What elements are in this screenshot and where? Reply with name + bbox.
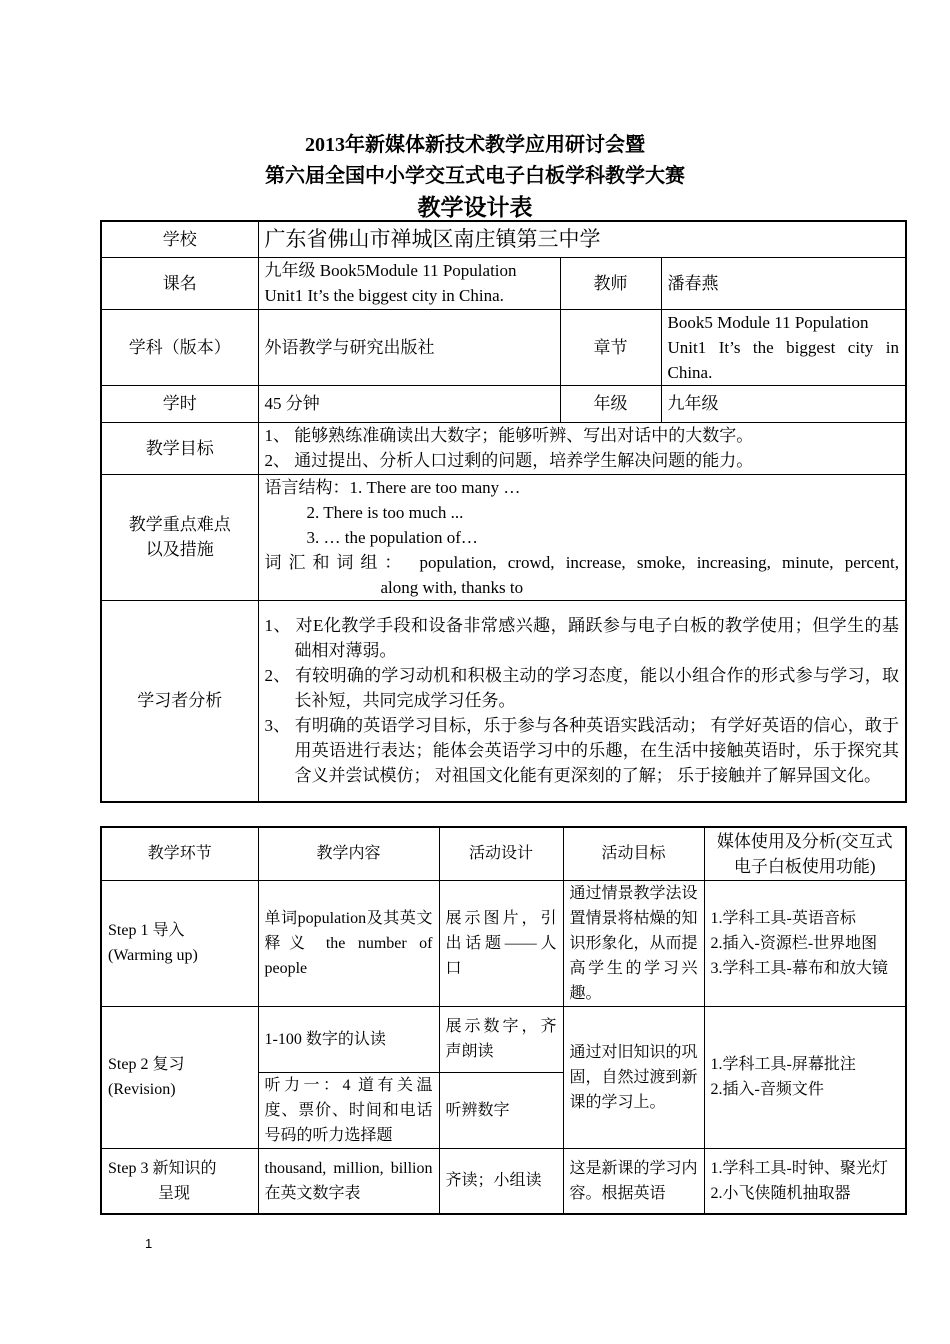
subject-value: 外语教学与研究出版社 [258, 309, 560, 385]
keypoint-line: 词汇和词组： population, crowd, increase, smoke, increasing, minute, percent, [264, 552, 899, 572]
info-table [100, 220, 907, 803]
step2-stage-line-2: (Revision) [108, 1081, 176, 1098]
step3-stage [101, 1148, 258, 1214]
header-media: 媒体使用及分析(交互式电子白板使用功能) [704, 827, 906, 880]
goals-list [258, 422, 906, 474]
media-item: 2.插入-音频文件 [710, 1081, 824, 1098]
grade-label: 年级 [560, 385, 661, 422]
step2-content-a: 1-100 数字的认读 [258, 1006, 439, 1072]
learner-label: 学习者分析 [101, 600, 258, 802]
keypoint-line: along with, thanks to [380, 577, 524, 597]
course-label: 课名 [101, 257, 258, 309]
media-item: 1.学科工具-屏幕批注 [710, 1056, 856, 1073]
media-item: 2.插入-资源栏-世界地图 [710, 934, 878, 952]
school-value: 广东省佛山市禅城区南庄镇第三中学 [258, 221, 906, 257]
chapter-value-line-3: China. [667, 362, 713, 382]
media-item: 1.学科工具-英语音标 [710, 909, 856, 927]
goal-item: 2、 通过提出、分析人口过剩的问题，培养学生解决问题的能力。 [264, 451, 754, 470]
learner-item: 1、 对E化教学手段和设备非常感兴趣，踊跃参与电子白板的教学使用；但学生的基础相对薄弱。 [264, 616, 899, 661]
keypoint-line: 语言结构：1. There are too many … [264, 477, 521, 497]
media-item: 3.学科工具-幕布和放大镜 [710, 959, 888, 977]
media-item: 2.小飞侠随机抽取器 [710, 1184, 851, 1202]
course-value [258, 257, 560, 309]
media-item: 1.学科工具-时钟、聚光灯 [710, 1159, 888, 1177]
step2-activity-a: 展示数字，齐声朗读 [439, 1006, 563, 1072]
step2-goal: 通过对旧知识的巩固，自然过渡到新课的学习上。 [563, 1006, 704, 1148]
step1-content: 单词population及其英文释义 the number of people [258, 880, 439, 1006]
step1-activity: 展示图片，引出话题——人口 [439, 880, 563, 1006]
chapter-label: 章节 [560, 309, 661, 385]
learner-item: 2、 有较明确的学习动机和积极主动的学习态度，能以小组合作的形式参与学习，取长补短，共同完成学习任务。 [264, 666, 899, 711]
school-label: 学校 [101, 221, 258, 257]
learner-item: 3、 有明确的英语学习目标，乐于参与各种英语实践活动； 有学好英语的信心，敢于用英语进行表达；能体会英语学习中的乐趣，在生活中接触英语时，乐于探究其含义并尝试模仿； 对祖国文化能有更深刻的了解； 乐于接触并了解异国文化。 [264, 716, 899, 786]
step1-stage-line-2: (Warming up) [108, 947, 198, 964]
teacher-value: 潘春燕 [661, 257, 906, 309]
learner-content [258, 600, 906, 802]
header-activity: 活动设计 [439, 827, 563, 880]
chapter-value [661, 309, 906, 385]
keypoints-content [258, 474, 906, 600]
goals-label: 教学目标 [101, 422, 258, 474]
step2-stage-line-1: Step 2 复习 [108, 1056, 185, 1073]
process-table [100, 826, 907, 1215]
step1-stage-line-1: Step 1 导入 [108, 922, 185, 939]
keypoint-line: 2. There is too much ... [306, 502, 464, 522]
step2-stage [101, 1006, 258, 1148]
keypoints-label-line-2: 以及措施 [145, 540, 214, 559]
keypoints-label [101, 474, 258, 600]
step3-stage-line-2: 呈现 [158, 1184, 191, 1202]
chapter-value-line-1: Book5 Module 11 Population [667, 312, 869, 332]
step3-goal: 这是新课的学习内容。根据英语 [563, 1148, 704, 1214]
title-line-1: 2013年新媒体新技术教学应用研讨会暨 [305, 134, 645, 156]
chapter-value-line-2: Unit1 It’s the biggest city in [667, 337, 899, 357]
header-content: 教学内容 [258, 827, 439, 880]
title-line-2: 第六届全国中小学交互式电子白板学科教学大赛 [265, 165, 685, 187]
course-value-line-1: 九年级 Book5Module 11 Population [264, 261, 517, 280]
step2-activity-b: 听辨数字 [439, 1072, 563, 1148]
page-number: 1 [145, 1236, 153, 1251]
hours-value: 45 分钟 [258, 385, 560, 422]
step1-goal: 通过情景教学法设置情景将枯燥的知识形象化，从而提高学生的学习兴趣。 [563, 880, 704, 1006]
goal-item: 1、 能够熟练准确读出大数字；能够听辨、写出对话中的大数字。 [264, 426, 754, 445]
keypoint-line: 3. … the population of… [306, 527, 478, 547]
header-goal: 活动目标 [563, 827, 704, 880]
step1-media [704, 880, 906, 1006]
step1-stage [101, 880, 258, 1006]
subject-label: 学科（版本） [101, 309, 258, 385]
step3-activity: 齐读；小组读 [439, 1148, 563, 1214]
step2-media [704, 1006, 906, 1148]
step3-stage-line-1: Step 3 新知识的 [108, 1159, 217, 1177]
keypoints-label-line-1: 教学重点难点 [128, 515, 231, 534]
teacher-label: 教师 [560, 257, 661, 309]
step2-content-b: 听力一：4 道有关温度、票价、时间和电话号码的听力选择题 [258, 1072, 439, 1148]
header-stage: 教学环节 [101, 827, 258, 880]
title-line-3: 教学设计表 [417, 195, 533, 220]
hours-label: 学时 [101, 385, 258, 422]
course-value-line-2: Unit1 It’s the biggest city in China. [264, 286, 504, 305]
step3-media [704, 1148, 906, 1214]
grade-value: 九年级 [661, 385, 906, 422]
step3-content: thousand, million, billion 在英文数字表 [258, 1148, 439, 1214]
